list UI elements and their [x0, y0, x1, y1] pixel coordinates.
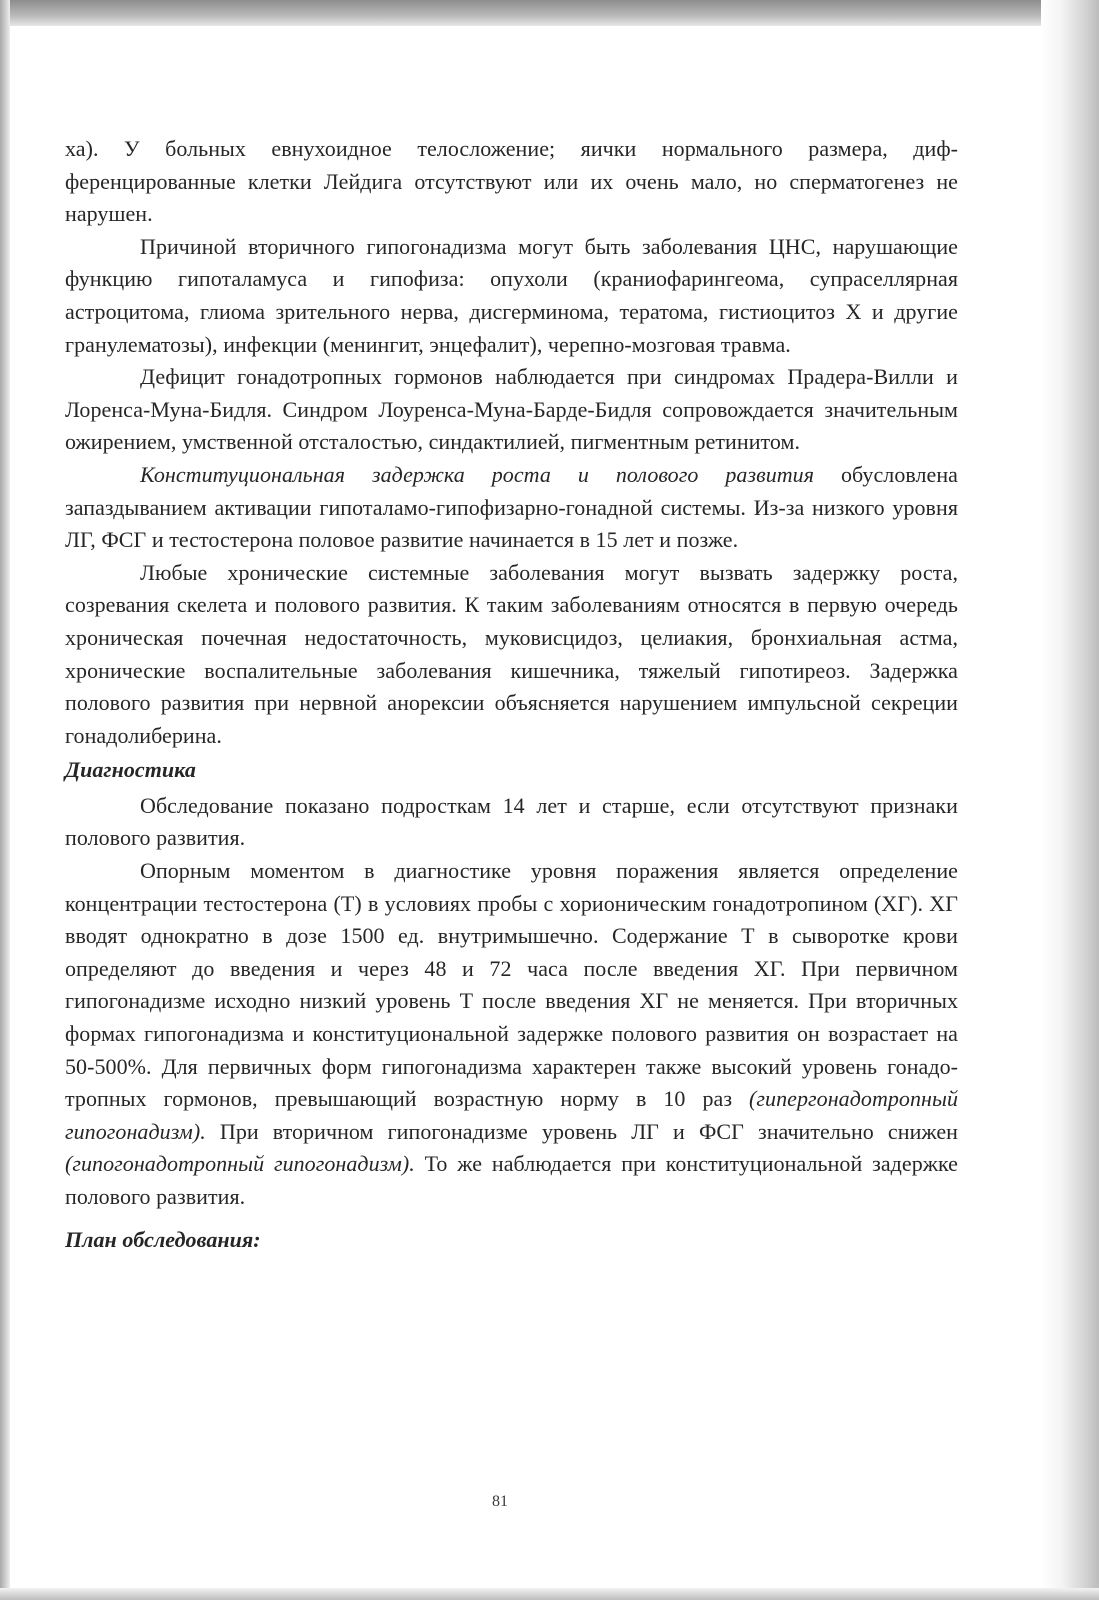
paragraph-examination-indication: Обследование показано подросткам 14 лет и старше, если отсутствуют признаки полового развития. [65, 792, 958, 851]
paragraph-hcg-test-text-3: То же наблюдается при конституциональной задержке полового развития. [65, 1151, 958, 1209]
scan-top-edge [0, 0, 1099, 26]
heading-diagnostics: Диагностика [65, 757, 196, 783]
heading-examination-plan: План обследования: [65, 1226, 261, 1252]
paragraph-gonadotropin-deficit: Дефицит гонадотропных гормонов наблюдается при синдромах Прадера-Вилли и Лоренса-Муна-Бидля. Синдром Лоуренса-Муна-Барде-Бидля сопровождается значительным ожирением, умственной отсталостью, синдактилией, пигментным ретинитом. [65, 364, 958, 455]
term-hypogonadotropic: (гипогонадотропный гипогонадизм). [65, 1151, 415, 1177]
paragraph-constitutional-delay [65, 459, 958, 557]
paragraph-chronic-diseases: Любые хронические системные заболевания могут вызвать задержку роста, созревания скелета и полового развития. К таким заболеваниям относятся в первую очередь хроническая почечная недостаточность, муковисцидоз, целиакия, бронхиальная астма, хронические воспалительные заболевания кишечника, тяжелый гипотиреоз. Задержка полового развития при нервной анорексии объясняется нарушением импульсной секреции гонадолиберина. [65, 559, 958, 748]
paragraph-continuation: ха). У больных евнухоидное телосложение; яички нормального размера, дифференцированные клетки Лейдига отсутствуют или их очень мало, но сперматогенез не нарушен. [65, 136, 958, 227]
scan-bottom-edge [0, 1588, 1099, 1600]
scan-right-edge [1041, 0, 1099, 1600]
paragraph-hcg-test [65, 855, 958, 1214]
scan-left-edge [0, 0, 10, 1600]
paragraph-constitutional-delay-text: обусловлена запаздыванием активации гипоталамо-гипофизарно-гонадной системы. Из-за низкого уровня ЛГ, ФСГ и тестостерона половое развитие начинается в 15 лет и позже. [65, 461, 958, 553]
term-hypergonadotropic: (гипергонадотропный гипогонадизм). [65, 1086, 958, 1144]
paragraph-secondary-causes: Причиной вторичного гипогонадизма могут быть заболевания ЦНС, нарушающие функцию гипоталамуса и гипофиза: опухоли (краниофарингеома, супраселлярная астроцитома, глиома зрительного нерва, дисгерминома, тератома, гистиоцитоз Х и другие гранулематозы), инфекции (менингит, энцефалит), черепно-мозговая травма. [65, 233, 958, 357]
page-body [65, 133, 958, 1259]
paragraph-hcg-test-text-1: Опорным моментом в диагностике уровня поражения является определение концентрации тестостерона (Т) в условиях пробы с хорионическим гонадотропином (ХГ). ХГ вводят однократно в дозе 1500 ед. внутримышечно. Содержание Т в сыворотке крови определяют до введения и через 48 и 72 часа после введения ХГ. При первичном гипогонадизме исходно низкий уровень Т после введения ХГ не меняется. При вторичных формах гипогонадизма и конституциональной задержке полового развития он возрастает на 50-500%. Для первичных форм гипогонадизма характерен также высокий уровень гонадотропных гормонов, превышающий возрастную норму в 10 раз [65, 858, 958, 1112]
paragraph-hcg-test-text-2: При вторичном гипогонадизме уровень ЛГ и ФСГ значительно снижен [205, 1118, 958, 1144]
term-constitutional-delay: Конституциональная задержка роста и полового развития [140, 461, 815, 487]
page-number: 81 [492, 1493, 508, 1510]
